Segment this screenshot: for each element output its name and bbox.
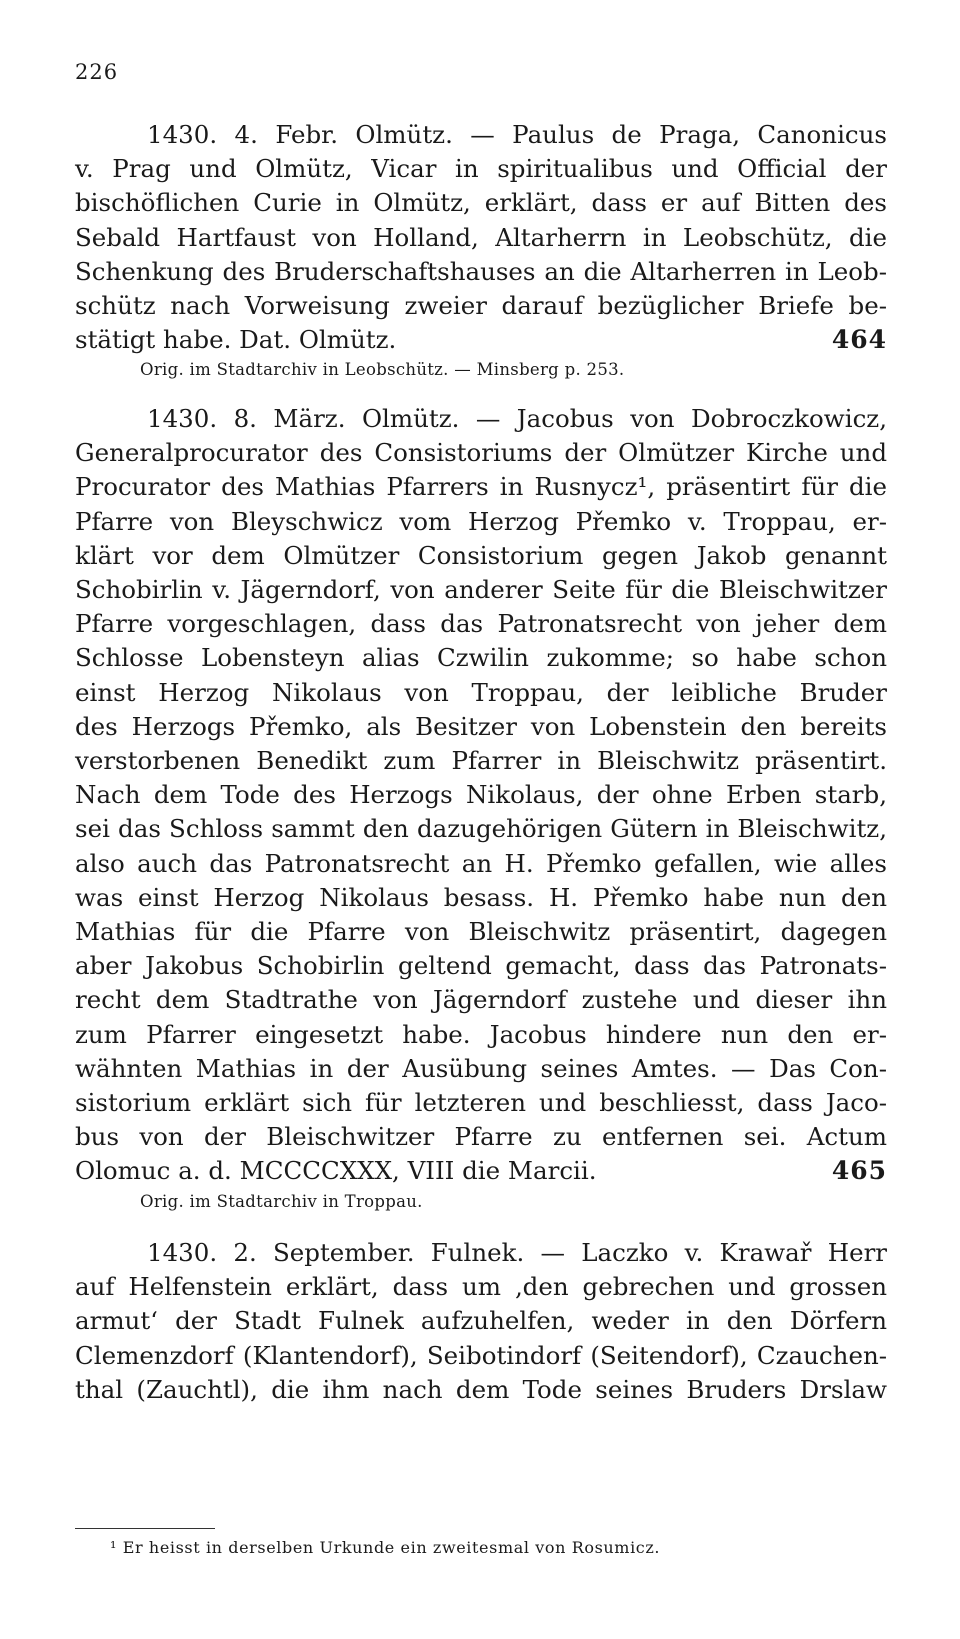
source-note: Orig. im Stadtarchiv in Leobschütz. — Minsberg p. 253.: [140, 360, 625, 380]
text-line: aber Jakobus Schobirlin geltend gemacht, dass das Patronats-: [75, 951, 887, 981]
entry-464: [75, 118, 887, 383]
text-line: Schenkung des Bruderschaftshauses an die Altarherren in Leob-: [75, 256, 887, 286]
entry-465: [75, 402, 887, 1215]
source-note: Orig. im Stadtarchiv in Troppau.: [140, 1191, 423, 1211]
text-line: Nach dem Tode des Herzogs Nikolaus, der ohne Erben starb,: [75, 780, 887, 810]
text-line: Pfarre von Bleyschwicz vom Herzog Přemko v. Troppau, er-: [75, 506, 887, 536]
text-line: 1430. 4. Febr. Olmütz. — Paulus de Praga, Canonicus: [147, 120, 887, 149]
page-number: 226: [75, 60, 119, 84]
text-line: zum Pfarrer eingesetzt habe. Jacobus hindere nun den er-: [75, 1019, 887, 1049]
text-line: Clemenzdorf (Klantendorf), Seibotindorf (Seitendorf), Czauchen-: [75, 1340, 887, 1370]
entry-466: [75, 1236, 887, 1407]
text-line: des Herzogs Přemko, als Besitzer von Lobenstein den bereits: [75, 711, 887, 741]
text-line: wähnten Mathias in der Ausübung seines Amtes. — Das Con-: [75, 1053, 887, 1083]
text-line: Schlosse Lobensteyn alias Czwilin zukomme; so habe schon: [75, 643, 887, 673]
text-line: bischöflichen Curie in Olmütz, erklärt, dass er auf Bitten des: [75, 188, 887, 218]
text-line: Olomuc a. d. MCCCCXXX, VIII die Marcii.: [75, 1156, 597, 1186]
text-line: klärt vor dem Olmützer Consistorium gegen Jakob genannt: [75, 540, 887, 570]
text-line: Schobirlin v. Jägerndorf, von anderer Seite für die Bleischwitzer: [75, 575, 887, 605]
text-line: also auch das Patronatsrecht an H. Přemko gefallen, wie alles: [75, 848, 887, 878]
entry-last-row: [75, 323, 887, 357]
document-number: 464: [831, 325, 887, 355]
text-line: Procurator des Mathias Pfarrers in Rusnycz¹, präsentirt für die: [75, 472, 887, 502]
text-line: einst Herzog Nikolaus von Troppau, der leibliche Bruder: [75, 677, 887, 707]
text-line: recht dem Stadtrathe von Jägerndorf zustehe und dieser ihn: [75, 985, 887, 1015]
entry-last-row: [75, 1154, 887, 1188]
text-line: sistorium erklärt sich für letzteren und beschliesst, dass Jaco-: [75, 1088, 887, 1118]
text-line: Generalprocurator des Consistoriums der Olmützer Kirche und: [75, 438, 887, 468]
text-line: armut‘ der Stadt Fulnek aufzuhelfen, weder in den Dörfern: [75, 1306, 887, 1336]
document-number: 465: [831, 1156, 887, 1186]
text-line: schütz nach Vorweisung zweier darauf bezüglicher Briefe be-: [75, 291, 887, 321]
footnote: ¹ Er heisst in derselben Urkunde ein zweitesmal von Rosumicz.: [110, 1538, 661, 1557]
text-line: bus von der Bleischwitzer Pfarre zu entfernen sei. Actum: [75, 1122, 887, 1152]
text-line: Pfarre vorgeschlagen, dass das Patronatsrecht von jeher dem: [75, 609, 887, 639]
text-line: stätigt habe. Dat. Olmütz.: [75, 325, 397, 355]
text-line: 1430. 8. März. Olmütz. — Jacobus von Dobroczkowicz,: [147, 404, 887, 433]
text-line: thal (Zauchtl), die ihm nach dem Tode seines Bruders Drslaw: [75, 1374, 887, 1404]
text-line: Sebald Hartfaust von Holland, Altarherrn in Leobschütz, die: [75, 222, 887, 252]
text-line: Mathias für die Pfarre von Bleischwitz präsentirt, dagegen: [75, 917, 887, 947]
text-line: was einst Herzog Nikolaus besass. H. Přemko habe nun den: [75, 882, 887, 912]
text-line: 1430. 2. September. Fulnek. — Laczko v. Krawař Herr: [147, 1238, 887, 1267]
footnote-rule: [75, 1528, 215, 1529]
text-line: verstorbenen Benedikt zum Pfarrer in Bleischwitz präsentirt.: [75, 746, 887, 776]
text-line: auf Helfenstein erklärt, dass um ‚den gebrechen und grossen: [75, 1272, 887, 1302]
text-line: v. Prag und Olmütz, Vicar in spiritualibus und Official der: [75, 154, 887, 184]
text-line: sei das Schloss sammt den dazugehörigen Gütern in Bleischwitz,: [75, 814, 887, 844]
